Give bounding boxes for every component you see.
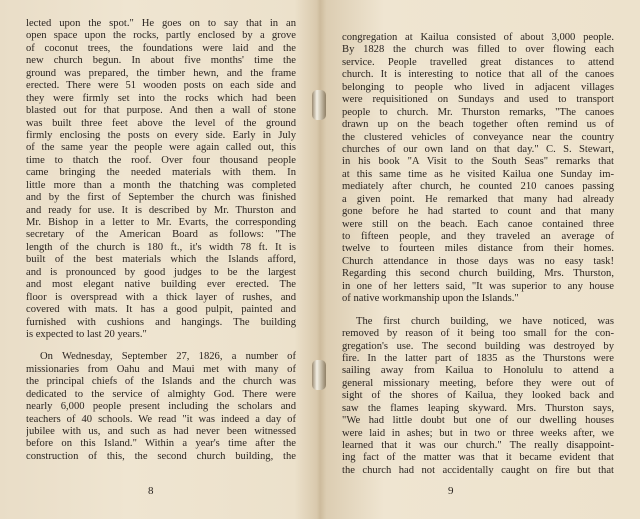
text-line: ground was prepared, the timber hewn, and the frame [26,67,296,79]
text-line: built of the best materials which the Islands afford, [26,254,296,266]
text-line: general missionary meeting, before they were out of [342,377,614,389]
text-line: twelve to fourteen miles distance from their homes. [342,243,614,255]
text-line: nearly 6,000 people present including the scholars and [26,401,296,413]
paragraph [26,18,296,341]
text-line: service. People travelled great distances to attend [342,56,614,68]
text-line: gregation's use. The second building was destroyed by [342,340,614,352]
text-line: construction of this, the second church building, the [26,450,296,462]
text-line: mediately after church, he counted 210 canoes passing [342,181,614,193]
text-line: "We had little doubt but one of our dwelling houses [342,415,614,427]
left-page [0,0,318,519]
text-line: learned that it was our church." The really disappoint- [342,440,614,451]
text-line: came bringing the needed materials with them. In [26,167,296,179]
text-line: On Wednesday, September 27, 1826, a number of [40,351,296,363]
text-line: fire. In the latter part of 1835 as the Thurstons were [342,352,614,364]
text-line: of the same year the people were again called out, this [26,142,296,154]
text-line: furnished with cushions and hangings. The building [26,316,296,328]
paragraph [26,351,296,463]
right-page-number: 9 [448,485,454,497]
text-line: blasted out for that purpose. And then a wall of stone [26,105,296,117]
text-line: saw the flames leaping skyward. Mrs. Thurston says, [342,402,614,414]
text-line: sailing away from Kailua to Honolulu to attend a [342,365,614,377]
text-line: church. It is interesting to notice that all of the canoes [342,69,614,81]
paragraph [342,32,614,306]
text-line: dedicated to the service of almighty God. There were [26,388,296,400]
text-line: and by the first of September the church was finished [26,192,296,204]
text-line: gone before he had started to count and that many [342,206,614,218]
text-line: of coconut trees, the foundations were laid and the [26,42,296,54]
text-line: of native workmanship upon the Islands." [342,293,519,305]
text-line: and is pronounced by good judges to be the largest [26,266,296,278]
text-line: jubilee with us, and such as had never been witnessed [26,426,296,437]
text-line: lected upon the spot." He goes on to say that in an [26,18,296,29]
text-line: teachers of 40 schools. We read "it was indeed a day of [26,413,296,425]
text-line: were laid in ashes; but in two or three weeks after, we [342,427,614,439]
text-line: Mr. Bishop in a letter to Mr. Evarts, the corresponding [26,217,296,228]
text-line: open space upon the rocks, partly enclosed by a grove [26,30,296,42]
text-line: The first church building, we have noticed, was [356,315,614,327]
text-line: in one of her letters said, "It was superior to any house [342,280,614,292]
text-line: and most elegant native building ever erected. The [26,279,296,291]
text-line: drawn up on the beach together often remind us of [342,119,614,131]
text-line: was built three feet above the level of the ground [26,117,296,129]
text-line: people to church. Mr. Thurston remarks, "The canoes [342,106,614,118]
text-line: length of the church is 180 ft., it's width 78 ft. It is [26,241,296,253]
text-line: little more than a month the thatching was completed [26,179,296,191]
text-line: removed by reason of it being too small for the con- [342,328,614,340]
text-line: and ready for use. It is described by Mr. Thurston and [26,204,296,216]
right-page [322,0,640,519]
paragraph-gap [26,341,296,351]
text-line: a given point. He remarked that many had already [342,193,614,205]
text-line: floor is overspread with a thick layer of rushes, and [26,291,296,303]
left-page-number: 8 [148,485,154,497]
text-line: sight of the shores of Kailua, they looked back and [342,390,614,402]
text-line: the principal chiefs of the Islands and the church was [26,376,296,388]
text-line: secretary of the American Board as follows: "The [26,229,296,241]
text-line: to fifteen people, and they traveled an average of [342,231,614,242]
text-line: they were firmly set into the rocks which had been [26,92,296,104]
text-line: covered with mats. It has a good pulpit, painted and [26,304,296,316]
text-line: missionaries from Oahu and Maui met with many of [26,363,296,375]
text-line: erected. There were 51 wooden posts on each side and [26,80,296,92]
left-page-text [26,18,296,463]
text-line: at this same time as he visited Kailua one Sunday im- [342,168,614,180]
text-line: the church had not accidentally caught on fire but that [342,464,614,476]
paragraph [342,316,614,478]
text-line: time to thatch the roof. Over four thousand people [26,154,296,166]
text-line: in his book "A Visit to the South Seas" remarks that [342,156,614,168]
text-line: new church begun. In about five months' time the [26,55,296,67]
text-line: firmly enclosing the posts on every side. Early in July [26,129,296,141]
text-line: is expected to last 20 years." [26,328,147,340]
text-line: By 1828 the church was filled to over flowing each [342,44,614,56]
text-line: ing fact of the matter was that it became evident that [342,452,614,464]
text-line: Church attendance in those days was no easy task! [342,255,614,267]
text-line: belonging to people who lived in adjacent villages [342,81,614,93]
paragraph-gap [342,306,614,316]
text-line: congregation at Kailua consisted of about 3,000 people. [342,32,614,43]
right-page-text [342,32,614,477]
text-line: churches of our own land on that day." C. S. Stewart, [342,143,614,155]
text-line: were requisitioned on Sundays and used to transport [342,94,614,106]
text-line: before on this Island." Within a year's time after the [26,438,296,450]
text-line: were still on the beach. Each canoe contained three [342,218,614,230]
text-line: Regarding this second church building, Mrs. Thurston, [342,268,614,280]
text-line: the clustered vehicles of conveyance near the country [342,131,614,143]
